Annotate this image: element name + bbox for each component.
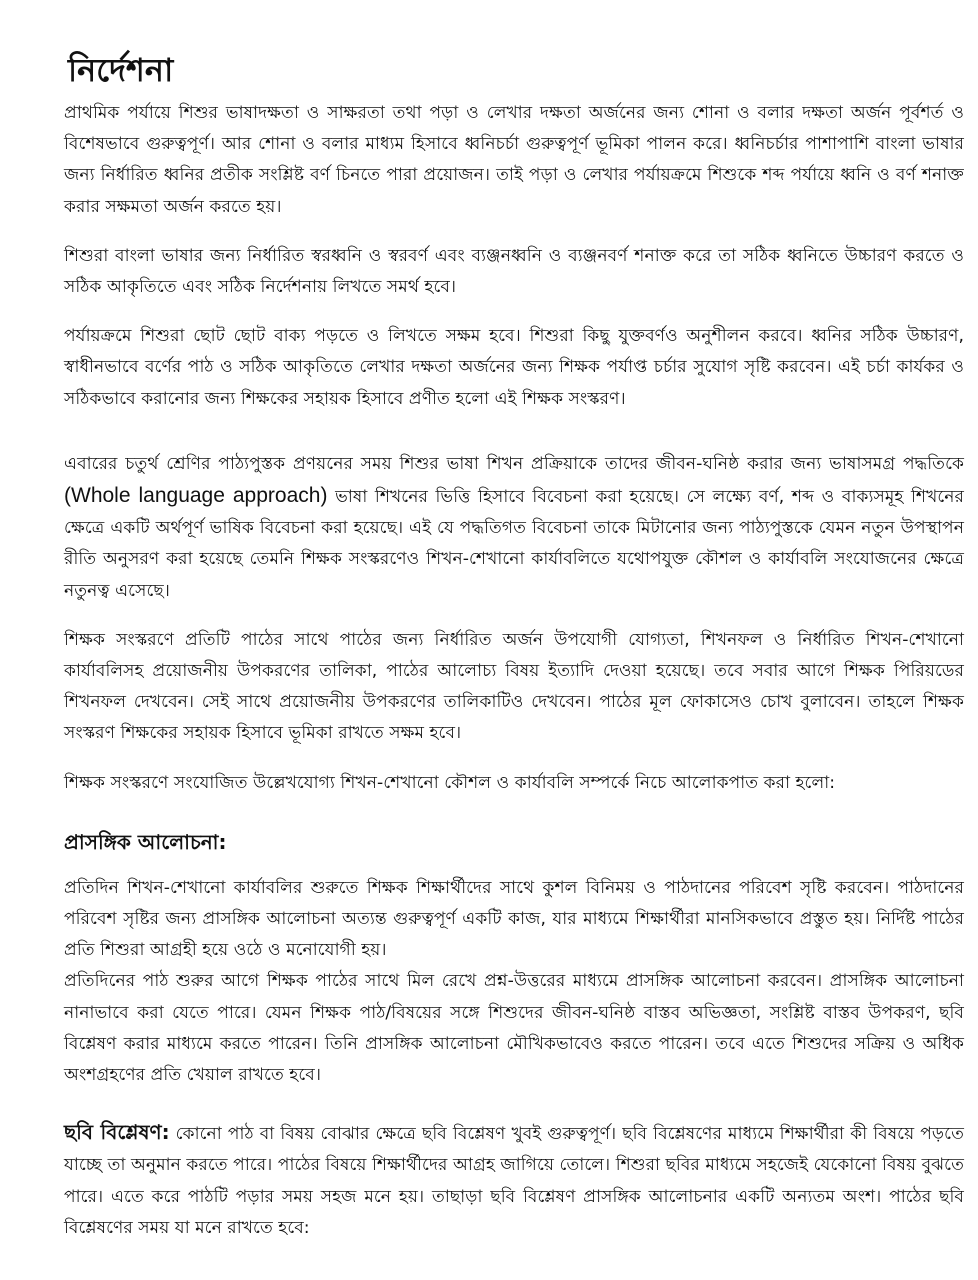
section-heading-relevant-discussion: প্রাসঙ্গিক আলোচনা:: [64, 829, 227, 854]
approach-english-term: (Whole language approach): [64, 484, 328, 508]
paragraph-picture-analysis: [64, 1117, 964, 1244]
picture-analysis-text: কোনো পাঠ বা বিষয় বোঝার ক্ষেত্রে ছবি বিশ্লেষণ খুবই গুরুত্বপূর্ণ। ছবি বিশ্লেষণের মাধ্যমে শিক্ষার্থীরা কী বিষয়ে পড়তে যাচ্ছে তা অনুমান করতে পারে। পাঠের বিষয়ে শিক্ষার্থীদের আগ্রহ জাগিয়ে তোলে। শিশুরা ছবির মাধ্যমে সহজেই যেকোনো বিষয় বুঝতে পারে। এতে করে পাঠটি পড়ার সময় সহজ মনে হয়। তাছাড়া ছবি বিশ্লেষণ প্রাসঙ্গিক আলোচনার একটি অন্যতম অংশ। পাঠের ছবি বিশ্লেষণের সময় যা মনে রাখতে হবে:: [64, 1124, 964, 1238]
approach-text-start: এবারের চতুর্থ শ্রেণির পাঠ্যপুস্তক প্রণয়নের সময় শিশুর ভাষা শিখন প্রক্রিয়াকে তাদের জীবন-ঘনিষ্ঠ করার জন্য ভাষাসমগ্র পদ্ধতিকে: [64, 453, 964, 474]
paragraph-approach: [64, 449, 964, 607]
paragraph-intro: প্রাথমিক পর্যায়ে শিশুর ভাষাদক্ষতা ও সাক্ষরতা তথা পড়া ও লেখার দক্ষতা অর্জনের জন্য শোনা ও বলার দক্ষতা অর্জন পূর্বশর্ত ও বিশেষভাবে গুরুত্বপূর্ণ। আর শোনা ও বলার মাধ্যম হিসাবে ধ্বনিচর্চা গুরুত্বপূর্ণ ভূমিকা পালন করে। ধ্বনিচর্চার পাশাপাশি বাংলা ভাষার জন্য নির্ধারিত ধ্বনির প্রতীক সংশ্লিষ্ট বর্ণ চিনতে পারা প্রয়োজন। তাই পড়া ও লেখার পর্যায়ক্রমে শিশুকে শব্দ পর্যায়ে ধ্বনি ও বর্ণ শনাক্ত করার সক্ষমতা অর্জন করতে হয়।: [64, 103, 964, 217]
paragraph-relevant-1: প্রতিদিন শিখন-শেখানো কার্যাবলির শুরুতে শিক্ষক শিক্ষার্থীদের সাথে কুশল বিনিময় ও পাঠদানের পরিবেশ সৃষ্টি করবেন। পাঠদানের পরিবেশ সৃষ্টির জন্য প্রাসঙ্গিক আলোচনা অত্যন্ত গুরুত্বপূর্ণ একটি কাজ, যার মাধ্যমে শিক্ষার্থীরা মানসিকভাবে প্রস্তুত হয়। নির্দিষ্ট পাঠের প্রতি শিশুরা আগ্রহী হয়ে ওঠে ও মনোযোগী হয়।: [64, 877, 964, 961]
paragraph-teacher-edition: শিক্ষক সংস্করণে প্রতিটি পাঠের সাথে পাঠের জন্য নির্ধারিত অর্জন উপযোগী যোগ্যতা, শিখনফল ও নির্ধারিত শিখন-শেখানো কার্যাবলিসহ প্রয়োজনীয় উপকরণের তালিকা, পাঠের আলোচ্য বিষয় ইত্যাদি দেওয়া হয়েছে। তবে সবার আগে শিক্ষক পিরিয়ডের শিখনফল দেখবেন। সেই সাথে প্রয়োজনীয় উপকরণের তালিকাটিও দেখবেন। পাঠের মূল ফোকাসেও চোখ বুলাবেন। তাহলে শিক্ষক সংস্করণ শিক্ষকের সহায়ক হিসাবে ভূমিকা রাখতে সক্ষম হবে।: [64, 629, 964, 744]
approach-text-end: ভাষা শিখনের ভিত্তি হিসাবে বিবেচনা করা হয়েছে। সে লক্ষ্যে বর্ণ, শব্দ ও বাক্যসমূহ শিখনের ক্ষেত্রে একটি অর্থপূর্ণ ভাষিক বিবেচনা করা হয়েছে। এই যে পদ্ধতিগত বিবেচনা তাকে মিটানোর জন্য পাঠ্যপুস্তকে যেমন নতুন উপস্থাপন রীতি অনুসরণ করা হয়েছে তেমনি শিক্ষক সংস্করণেও শিখন-শেখানো কার্যাবলিতে যথোপযুক্ত কৌশল ও কার্যাবলি সংযোজনের ক্ষেত্রে নতুনত্ব এসেছে।: [64, 487, 965, 601]
paragraph-relevant-2: প্রতিদিনের পাঠ শুরুর আগে শিক্ষক পাঠের সাথে মিল রেখে প্রশ্ন-উত্তরের মাধ্যমে প্রাসঙ্গিক আলোচনা করবেন। প্রাসঙ্গিক আলোচনা নানাভাবে করা যেতে পারে। যেমন শিক্ষক পাঠ/বিষয়ের সঙ্গে শিশুদের জীবন-ঘনিষ্ঠ বাস্তব অভিজ্ঞতা, সংশ্লিষ্ট বাস্তব উপকরণ, ছবি বিশ্লেষণ করার মাধ্যমে করতে পারেন। তিনি প্রাসঙ্গিক আলোচনা মৌখিকভাবেও করতে পারেন। তবে এতে শিশুদের সক্রিয় ও অধিক অংশগ্রহণের প্রতি খেয়াল রাখতে হবে।: [64, 971, 964, 1086]
document-page: [64, 48, 964, 1262]
paragraph-techniques: শিক্ষক সংস্করণে সংযোজিত উল্লেখযোগ্য শিখন-শেখানো কৌশল ও কার্যাবলি সম্পর্কে নিচে আলোকপাত করা হলো:: [64, 772, 836, 793]
paragraph-letters: শিশুরা বাংলা ভাষার জন্য নির্ধারিত স্বরধ্বনি ও স্বরবর্ণ এবং ব্যঞ্জনধ্বনি ও ব্যঞ্জনবর্ণ শনাক্ত করে তা সঠিক ধ্বনিতে উচ্চারণ করতে ও সঠিক আকৃতিতে এবং সঠিক নির্দেশনায় লিখতে সমর্থ হবে।: [64, 245, 964, 298]
picture-analysis-lead: ছবি বিশ্লেষণ:: [64, 1120, 170, 1145]
page-title: নির্দেশনা: [68, 51, 174, 89]
paragraph-practice: পর্যায়ক্রমে শিশুরা ছোট ছোট বাক্য পড়তে ও লিখতে সক্ষম হবে। শিশুরা কিছু যুক্তবর্ণও অনুশীলন করবে। ধ্বনির সঠিক উচ্চারণ, স্বাধীনভাবে বর্ণের পাঠ ও সঠিক আকৃতিতে লেখার দক্ষতা অর্জনের জন্য শিক্ষক পর্যাপ্ত চর্চার সুযোগ সৃষ্টি করবেন। এই চর্চা কার্যকর ও সঠিকভাবে করানোর জন্য শিক্ষকের সহায়ক হিসাবে প্রণীত হলো এই শিক্ষক সংস্করণ।: [64, 326, 964, 409]
